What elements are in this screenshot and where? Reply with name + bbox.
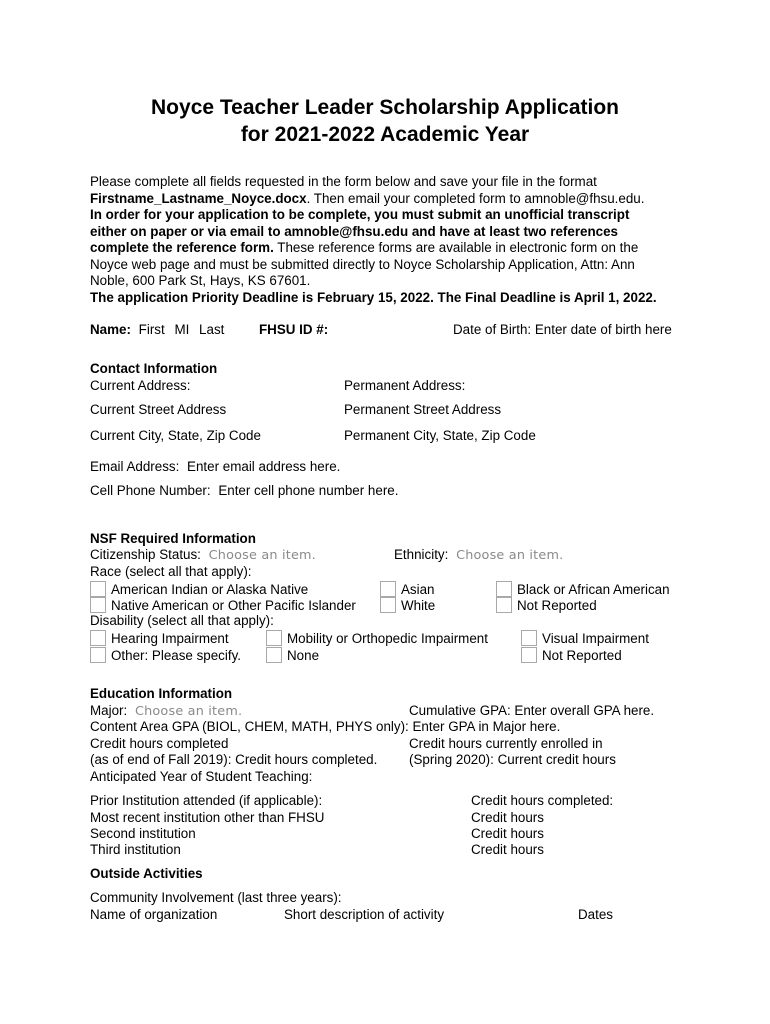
- option-label: White: [401, 598, 436, 613]
- content-gpa-field[interactable]: Content Area GPA (BIOL, CHEM, MATH, PHYS only): Enter GPA in Major here.: [90, 719, 561, 734]
- institution-field[interactable]: Third institution: [90, 842, 181, 857]
- disability-none-option[interactable]: [266, 647, 319, 665]
- credit-hours-completed-label: Credit hours completed:: [471, 793, 614, 808]
- filename-format: Firstname_Lastname_Noyce.docx: [90, 190, 307, 206]
- checkbox[interactable]: [496, 597, 512, 613]
- intro-text: . Then email your completed form to amnoble@fhsu.edu.: [306, 190, 645, 206]
- community-label: Community Involvement (last three years):: [90, 890, 342, 905]
- cell-label: Cell Phone Number:: [90, 483, 211, 498]
- email-label: Email Address:: [90, 459, 180, 474]
- option-label: American Indian or Alaska Native: [111, 582, 309, 597]
- intro-line: either on paper or via email to amnoble@fhsu.edu and have at least two references: [90, 223, 619, 239]
- organization-column-header: Name of organization: [90, 907, 218, 922]
- disability-visual-option[interactable]: [521, 630, 649, 648]
- date-of-birth-field[interactable]: Date of Birth: Enter date of birth here: [453, 322, 672, 337]
- race-not-reported-option[interactable]: [496, 597, 597, 615]
- intro-bold-text: complete the reference form.: [90, 240, 274, 255]
- anticipated-year-field[interactable]: Anticipated Year of Student Teaching:: [90, 769, 313, 784]
- checkbox[interactable]: [496, 581, 512, 597]
- citizenship-row: [90, 547, 316, 565]
- disability-hearing-option[interactable]: [90, 630, 229, 648]
- disability-mobility-option[interactable]: [266, 630, 488, 648]
- email-row: [90, 459, 340, 476]
- email-field[interactable]: Enter email address here.: [187, 459, 341, 474]
- intro-line: Please complete all fields requested in the form below and save your file in the format: [90, 174, 597, 189]
- credit-enrolled-field[interactable]: (Spring 2020): Current credit hours: [409, 752, 616, 767]
- institution-field[interactable]: Second institution: [90, 826, 196, 841]
- checkbox[interactable]: [380, 581, 396, 597]
- permanent-address-label: Permanent Address:: [344, 378, 466, 393]
- activities-heading: Outside Activities: [90, 866, 203, 881]
- race-native-american-option[interactable]: [90, 597, 356, 615]
- option-label: Visual Impairment: [542, 631, 649, 646]
- intro-line: [90, 191, 690, 208]
- option-label: Black or African American: [517, 582, 670, 597]
- option-label: Asian: [401, 582, 435, 597]
- checkbox[interactable]: [90, 630, 106, 646]
- fhsu-id-label: FHSU ID #:: [259, 322, 329, 337]
- checkbox[interactable]: [521, 647, 537, 663]
- ethnicity-row: [394, 547, 563, 565]
- middle-initial-field[interactable]: MI: [174, 322, 190, 337]
- intro-line: Noyce web page and must be submitted directly to Noyce Scholarship Application, Attn: Ann: [90, 256, 635, 272]
- option-label: Other: Please specify.: [111, 648, 241, 663]
- current-city-field[interactable]: Current City, State, Zip Code: [90, 428, 261, 443]
- description-column-header: Short description of activity: [284, 907, 445, 922]
- name-row: [90, 322, 224, 339]
- cell-phone-field[interactable]: Enter cell phone number here.: [218, 483, 399, 498]
- major-dropdown[interactable]: Choose an item.: [134, 704, 243, 719]
- page-title: Noyce Teacher Leader Scholarship Application: [151, 96, 619, 119]
- dates-column-header: Dates: [578, 907, 613, 922]
- intro-line: In order for your application to be complete, you must submit an unofficial transcript: [90, 207, 630, 222]
- race-asian-option[interactable]: [380, 581, 435, 599]
- checkbox[interactable]: [380, 597, 396, 613]
- option-label: Hearing Impairment: [111, 631, 229, 646]
- first-name-field[interactable]: First: [138, 322, 165, 337]
- citizenship-label: Citizenship Status:: [90, 547, 201, 562]
- checkbox[interactable]: [90, 647, 106, 663]
- cumulative-gpa-field[interactable]: Cumulative GPA: Enter overall GPA here.: [409, 703, 655, 718]
- credit-enrolled-label: Credit hours currently enrolled in: [409, 736, 603, 751]
- institution-field[interactable]: Most recent institution other than FHSU: [90, 810, 325, 825]
- education-heading: Education Information: [90, 686, 233, 701]
- checkbox[interactable]: [90, 597, 106, 613]
- disability-not-reported-option[interactable]: [521, 647, 622, 665]
- race-white-option[interactable]: [380, 597, 435, 615]
- institution-hours-field[interactable]: Credit hours: [471, 842, 544, 857]
- nsf-heading: NSF Required Information: [90, 531, 256, 546]
- option-label: Mobility or Orthopedic Impairment: [287, 631, 488, 646]
- checkbox[interactable]: [266, 647, 282, 663]
- name-label: Name:: [90, 322, 131, 337]
- major-label: Major:: [90, 703, 128, 718]
- prior-institution-label: Prior Institution attended (if applicable):: [90, 793, 323, 808]
- intro-line: Noble, 600 Park St, Hays, KS 67601.: [90, 273, 311, 288]
- race-label: Race (select all that apply):: [90, 564, 252, 579]
- page-subtitle: for 2021-2022 Academic Year: [240, 123, 530, 146]
- credit-completed-label: Credit hours completed: [90, 736, 229, 751]
- checkbox[interactable]: [90, 581, 106, 597]
- institution-hours-field[interactable]: Credit hours: [471, 810, 544, 825]
- permanent-city-field[interactable]: Permanent City, State, Zip Code: [344, 428, 536, 443]
- race-american-indian-option[interactable]: [90, 581, 308, 599]
- checkbox[interactable]: [521, 630, 537, 646]
- intro-text: These reference forms are available in electronic form on the: [273, 240, 639, 255]
- option-label: Not Reported: [517, 598, 597, 613]
- deadline-line: The application Priority Deadline is February 15, 2022. The Final Deadline is April 1, 2022.: [90, 289, 657, 305]
- institution-hours-field[interactable]: Credit hours: [471, 826, 544, 841]
- citizenship-dropdown[interactable]: Choose an item.: [208, 548, 316, 563]
- checkbox[interactable]: [266, 630, 282, 646]
- option-label: Not Reported: [542, 648, 622, 663]
- option-label: Native American or Other Pacific Islander: [111, 598, 356, 613]
- race-black-option[interactable]: [496, 581, 670, 599]
- disability-label: Disability (select all that apply):: [90, 613, 274, 628]
- credit-completed-field[interactable]: (as of end of Fall 2019): Credit hours completed.: [90, 752, 378, 767]
- intro-paragraph: [90, 174, 690, 306]
- permanent-street-field[interactable]: Permanent Street Address: [344, 402, 502, 417]
- disability-other-option[interactable]: [90, 647, 241, 665]
- current-address-label: Current Address:: [90, 378, 191, 393]
- current-street-field[interactable]: Current Street Address: [90, 402, 227, 417]
- intro-line: [90, 240, 690, 257]
- cell-row: [90, 483, 398, 500]
- ethnicity-dropdown[interactable]: Choose an item.: [456, 548, 564, 563]
- option-label: None: [287, 648, 320, 663]
- ethnicity-label: Ethnicity:: [394, 547, 449, 562]
- major-row: [90, 703, 242, 721]
- last-name-field[interactable]: Last: [199, 322, 225, 337]
- contact-heading: Contact Information: [90, 361, 218, 376]
